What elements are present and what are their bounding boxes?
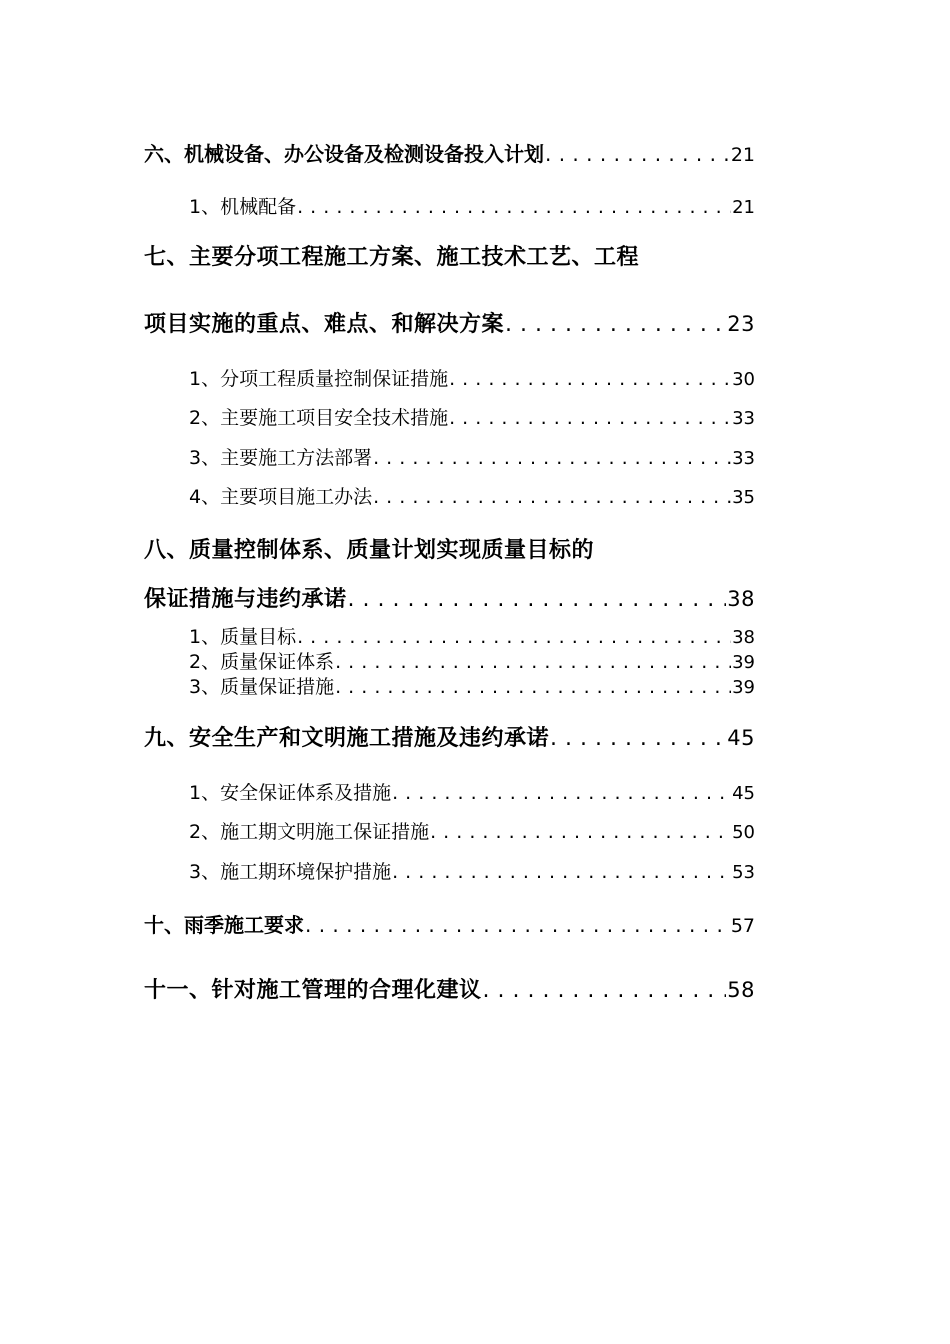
- toc-entry-label: 1、安全保证体系及措施: [189, 782, 392, 804]
- toc-entry-label: 九、安全生产和文明施工措施及违约承诺: [144, 726, 550, 751]
- toc-entry-section-7[interactable]: [144, 307, 755, 338]
- toc-page-number: 33: [732, 408, 755, 429]
- toc-entry-label: 4、主要项目施工办法: [189, 486, 373, 508]
- toc-entry-section-8-2[interactable]: [189, 647, 755, 674]
- toc-dot-leader: [550, 726, 726, 751]
- toc-dot-leader: [392, 861, 731, 883]
- toc-page-number: 39: [732, 652, 755, 673]
- toc-dot-leader: [373, 486, 731, 508]
- toc-page-number: 21: [732, 197, 755, 218]
- toc-page-number: 50: [732, 822, 755, 843]
- toc-entry-section-8[interactable]: [144, 582, 755, 613]
- toc-page-number: 53: [732, 862, 755, 883]
- toc-entry-section-9-3[interactable]: [189, 857, 755, 884]
- toc-dot-leader: [483, 978, 727, 1003]
- toc-entry-label: 项目实施的重点、难点、和解决方案: [144, 312, 505, 337]
- toc-entry-section-9[interactable]: [144, 721, 755, 752]
- toc-dot-leader: [505, 312, 726, 337]
- toc-page-number: 38: [727, 587, 755, 611]
- toc-dot-leader: [430, 821, 731, 843]
- toc-dot-leader: [545, 142, 730, 166]
- toc-page-number: 30: [732, 369, 755, 390]
- toc-page-number: 45: [727, 726, 755, 750]
- toc-entry-section-7-title-line[interactable]: 七、主要分项工程施工方案、施工技术工艺、工程: [144, 245, 640, 270]
- toc-entry-section-6-1[interactable]: [189, 192, 755, 219]
- toc-entry-section-6[interactable]: [144, 138, 755, 167]
- toc-entry-label: 十一、针对施工管理的合理化建议: [144, 978, 482, 1003]
- toc-dot-leader: [335, 651, 731, 673]
- toc-dot-leader: [348, 587, 727, 612]
- toc-dot-leader: [305, 913, 730, 937]
- toc-entry-label: 3、主要施工方法部署: [189, 447, 373, 469]
- toc-entry-section-8-3[interactable]: [189, 672, 755, 699]
- toc-dot-leader: [449, 368, 731, 390]
- toc-entry-section-8-title-line[interactable]: 八、质量控制体系、质量计划实现质量目标的: [144, 538, 595, 563]
- toc-entry-label: 保证措施与违约承诺: [144, 587, 347, 612]
- toc-entry-label: 十、雨季施工要求: [144, 913, 304, 937]
- toc-page-number: 23: [727, 312, 755, 336]
- toc-entry-section-9-1[interactable]: [189, 778, 755, 805]
- toc-entry-section-7-2[interactable]: [189, 403, 755, 430]
- toc-page-number: 21: [730, 144, 755, 166]
- toc-dot-leader: [373, 447, 731, 469]
- toc-page-number: 57: [730, 915, 755, 937]
- toc-entry-label: 六、机械设备、办公设备及检测设备投入计划: [144, 142, 544, 166]
- toc-entry-section-7-3[interactable]: [189, 443, 755, 470]
- toc-entry-section-8-1[interactable]: [189, 622, 755, 649]
- toc-entry-section-7-4[interactable]: [189, 482, 755, 509]
- toc-entry-label: 1、机械配备: [189, 196, 297, 218]
- toc-entry-label: 2、主要施工项目安全技术措施: [189, 407, 449, 429]
- toc-entry-section-7-1[interactable]: [189, 364, 755, 391]
- toc-entry-label: 1、质量目标: [189, 626, 297, 648]
- toc-entry-section-11[interactable]: [144, 973, 755, 1004]
- toc-entry-label: 1、分项工程质量控制保证措施: [189, 368, 449, 390]
- toc-entry-label: 3、施工期环境保护措施: [189, 861, 392, 883]
- toc-page-number: 58: [727, 978, 755, 1002]
- toc-dot-leader: [392, 782, 731, 804]
- toc-entry-section-9-2[interactable]: [189, 817, 755, 844]
- toc-entry-label: 2、质量保证体系: [189, 651, 335, 673]
- toc-dot-leader: [297, 626, 731, 648]
- toc-page-number: 39: [732, 677, 755, 698]
- toc-entry-label: 2、施工期文明施工保证措施: [189, 821, 430, 843]
- toc-entry-label: 3、质量保证措施: [189, 676, 335, 698]
- toc-page-number: 38: [732, 627, 755, 648]
- toc-page-number: 33: [732, 448, 755, 469]
- toc-dot-leader: [297, 196, 731, 218]
- toc-page-number: 35: [732, 487, 755, 508]
- toc-dot-leader: [335, 676, 731, 698]
- toc-entry-section-10[interactable]: [144, 909, 755, 938]
- toc-dot-leader: [449, 407, 731, 429]
- toc-page-number: 45: [732, 783, 755, 804]
